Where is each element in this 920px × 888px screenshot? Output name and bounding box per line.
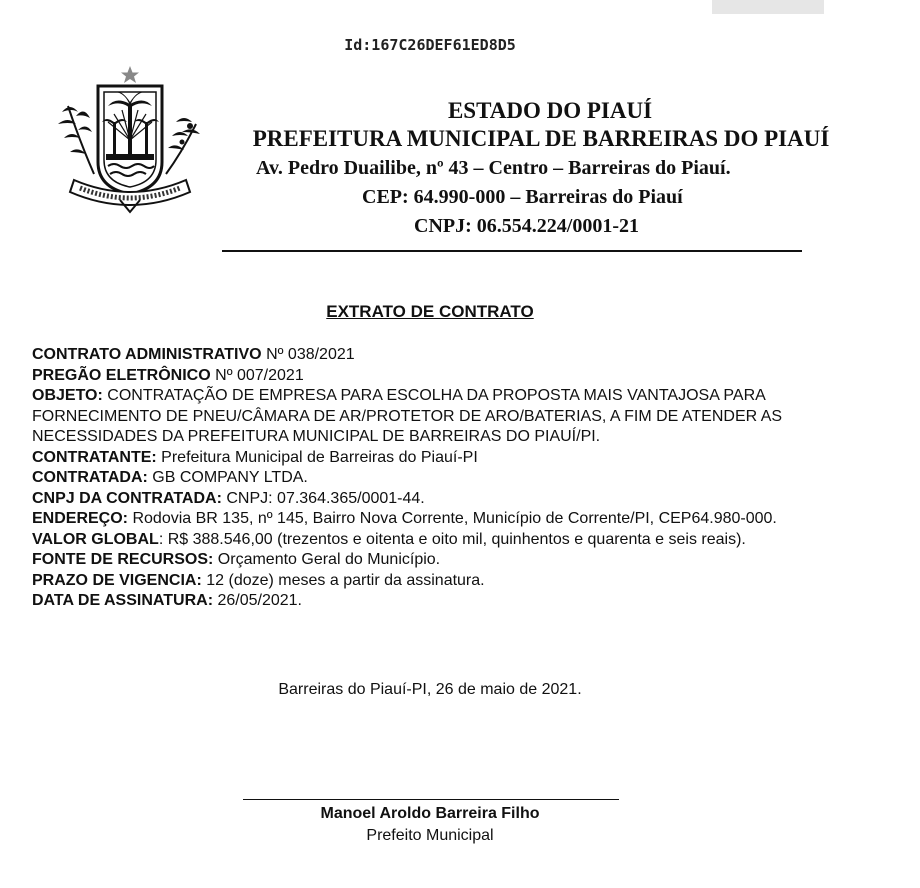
signer-name: Manoel Aroldo Barreira Filho (320, 805, 540, 822)
letterhead (200, 98, 860, 238)
field-cnpj-contratada (32, 489, 852, 510)
field-contratante (32, 448, 852, 469)
field-value: 26/05/2021. (213, 592, 302, 609)
signature-line (243, 799, 619, 800)
document-id: Id:167C26DEF61ED8D5 (344, 36, 516, 54)
field-contratada (32, 468, 852, 489)
header-prefecture: PREFEITURA MUNICIPAL DE BARREIRAS DO PIAUÍ (252, 126, 830, 151)
coat-of-arms-icon (50, 62, 210, 222)
field-value: : R$ 388.546,00 (trezentos e oitenta e oito mil, quinhentos e quarenta e seis reais). (158, 530, 746, 548)
field-value: Nº 038/2021 (261, 346, 355, 363)
field-objeto-cont-2 (32, 427, 852, 448)
field-value: Nº 007/2021 (210, 366, 304, 384)
header-state: ESTADO DO PIAUÍ (447, 98, 653, 123)
place-and-date: Barreiras do Piauí-PI, 26 de maio de 2021. (278, 681, 582, 698)
field-label: PREGÃO ELETRÔNICO (32, 366, 211, 384)
document-title: EXTRATO DE CONTRATO (326, 302, 534, 321)
field-prazo-vigencia (32, 571, 852, 592)
field-value: Rodovia BR 135, nº 145, Bairro Nova Corrente, Município de Corrente/PI, CEP64.980-000. (128, 510, 777, 527)
field-label: OBJETO: (32, 387, 103, 404)
field-data-assinatura (32, 591, 852, 612)
field-contrato (32, 345, 852, 366)
field-value: Prefeitura Municipal de Barreiras do Piauí-PI (156, 448, 478, 466)
field-valor-global (32, 530, 852, 551)
contract-fields (32, 345, 852, 612)
header-divider (222, 250, 802, 252)
header-cep: CEP: 64.990-000 – Barreiras do Piauí (362, 186, 683, 208)
signer-role: Prefeito Municipal (366, 827, 494, 844)
field-value: CONTRATAÇÃO DE EMPRESA PARA ESCOLHA DA PROPOSTA MAIS VANTAJOSA PARA (102, 387, 766, 404)
field-objeto-cont-1 (32, 407, 852, 428)
field-label: ENDEREÇO: (32, 510, 129, 527)
field-value: GB COMPANY LTDA. (147, 469, 308, 486)
top-gray-bar (712, 0, 824, 14)
field-label: CNPJ DA CONTRATADA: (32, 489, 222, 507)
field-label: DATA DE ASSINATURA: (32, 592, 214, 609)
header-address: Av. Pedro Duailibe, nº 43 – Centro – Barreiras do Piauí. (256, 157, 731, 179)
field-label: PRAZO DE VIGENCIA: (32, 571, 202, 589)
field-objeto (32, 386, 852, 407)
field-value: Orçamento Geral do Município. (213, 551, 441, 568)
field-value: NECESSIDADES DA PREFEITURA MUNICIPAL DE BARREIRAS DO PIAUÍ/PI. (32, 428, 601, 445)
field-endereco (32, 509, 852, 530)
field-value: FORNECIMENTO DE PNEU/CÂMARA DE AR/PROTETOR DE ARO/BATERIAS, A FIM DE ATENDER AS (32, 407, 783, 425)
field-label: CONTRATANTE: (32, 448, 157, 466)
field-pregao (32, 366, 852, 387)
header-cnpj: CNPJ: 06.554.224/0001-21 (414, 215, 639, 237)
field-label: CONTRATADA: (32, 469, 148, 486)
field-label: CONTRATO ADMINISTRATIVO (32, 346, 262, 363)
field-label: VALOR GLOBAL (32, 530, 159, 548)
field-fonte-recursos (32, 550, 852, 571)
field-label: FONTE DE RECURSOS: (32, 551, 214, 568)
field-value: 12 (doze) meses a partir da assinatura. (201, 571, 485, 589)
field-value: CNPJ: 07.364.365/0001-44. (221, 489, 425, 507)
